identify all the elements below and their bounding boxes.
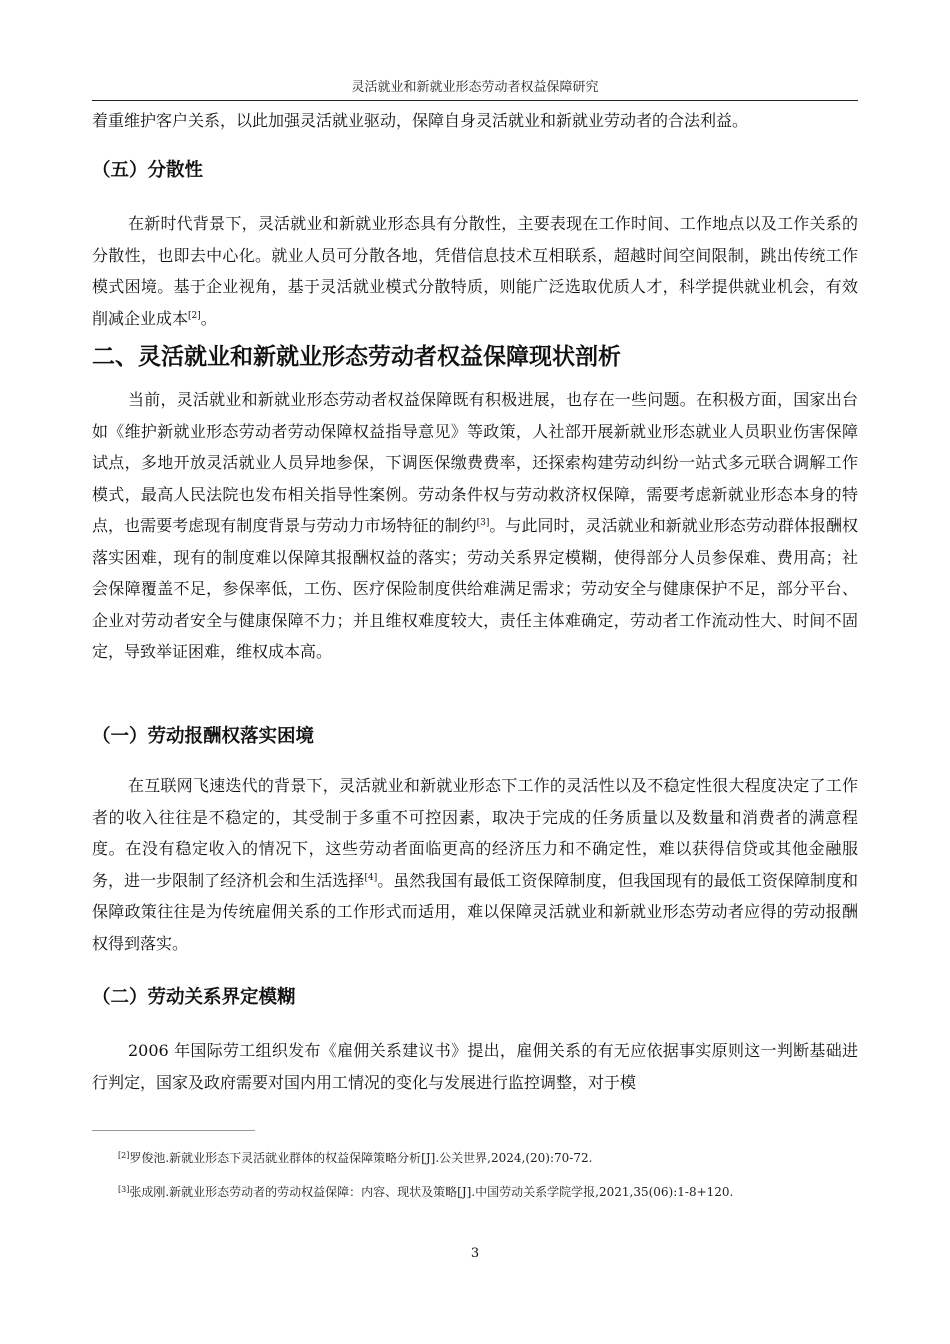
paragraph-remuneration: [92, 770, 858, 959]
header-rule: [92, 100, 858, 101]
paragraph-text: 在互联网飞速迭代的背景下，灵活就业和新就业形态下工作的灵活性以及不稳定性很大程度决定了工作者的收入往往是不稳定的，其受制于多重不可控因素，取决于完成的任务质量以及数量和消费者的满意程度。在没有稳定收入的情况下，这些劳动者面临更高的经济压力和不确定性，难以获得信贷或其他金融服务，进一步限制了经济机会和生活选择: [92, 776, 858, 890]
footnote: [118, 1183, 733, 1200]
footnote-ref: [2]: [118, 1151, 130, 1160]
paragraph-tail: 。: [200, 308, 217, 328]
footnote: [118, 1149, 592, 1166]
citation-ref[interactable]: [3]: [476, 518, 490, 528]
heading-dispersion: （五）分散性: [92, 160, 204, 181]
running-header: 灵活就业和新就业形态劳动者权益保障研究: [351, 80, 599, 95]
section-heading-2: 二、灵活就业和新就业形态劳动者权益保障现状剖析: [92, 344, 621, 370]
citation-ref[interactable]: [4]: [364, 872, 378, 883]
paragraph-dispersion: [92, 208, 858, 334]
paragraph-status: [92, 384, 858, 668]
paragraph-text: 在新时代背景下，灵活就业和新就业形态具有分散性，主要表现在工作时间、工作地点以及工作关系的分散性，也即去中心化。就业人员可分散各地，凭借信息技术互相联系，超越时间空间限制，跳出传统工作模式困境。基于企业视角，基于灵活就业模式分散特质，则能广泛选取优质人才，科学提供就业机会，有效削减企业成本: [92, 214, 858, 328]
paragraph-text: 当前，灵活就业和新就业形态劳动者权益保障既有积极进展，也存在一些问题。在积极方面，国家出台如《维护新就业形态劳动者劳动保障权益指导意见》等政策，人社部开展新就业形态就业人员职业伤害保障试点，多地开放灵活就业人员异地参保，下调医保缴费费率，还探索构建劳动纠纷一站式多元联合调解工作模式，最高人民法院也发布相关指导性案例。劳动条件权与劳动救济权保障，需要考虑新就业形态本身的特点，也需要考虑现有制度背景与劳动力市场特征的制约: [92, 390, 858, 535]
paragraph-continuation: 着重维护客户关系，以此加强灵活就业驱动，保障自身灵活就业和新就业劳动者的合法利益。: [92, 111, 749, 130]
citation-ref[interactable]: [2]: [188, 310, 201, 321]
paragraph-text: 。与此同时，灵活就业和新就业形态劳动群体报酬权落实困难，现有的制度难以保障其报酬权益的落实；劳动关系界定模糊，使得部分人员参保难、费用高；社会保障覆盖不足，参保率低，工伤、医疗保险制度供给难满足需求；劳动安全与健康保护不足，部分平台、企业对劳动者安全与健康保障不力；并且维权难度较大，责任主体难确定，劳动者工作流动性大、时间不固定，导致举证困难，维权成本高。: [92, 516, 858, 661]
heading-labor-relations: （二）劳动关系界定模糊: [92, 987, 296, 1008]
paragraph-text: 。虽然我国有最低工资保障制度，但我国现有的最低工资保障制度和保障政策往往是为传统雇佣关系的工作形式而适用，难以保障灵活就业和新就业形态劳动者应得的劳动报酬权得到落实。: [92, 870, 858, 953]
page-number: 3: [470, 1246, 480, 1261]
paragraph-labor-relations: 2006 年国际劳工组织发布《雇佣关系建议书》提出，雇佣关系的有无应依据事实原则这一判断基础进行判定，国家及政府需要对国内用工情况的变化与发展进行监控调整，对于模: [92, 1041, 858, 1092]
footnote-rule: [92, 1130, 255, 1131]
footnote-text: 罗俊池.新就业形态下灵活就业群体的权益保障策略分析[J].公关世界,2024,(20):70-72.: [129, 1151, 593, 1165]
footnote-text: 张成刚.新就业形态劳动者的劳动权益保障：内容、现状及策略[J].中国劳动关系学院学报,2021,35(06):1-8+120.: [129, 1185, 734, 1199]
footnote-ref: [3]: [118, 1185, 130, 1194]
heading-remuneration: （一）劳动报酬权落实困境: [92, 726, 315, 747]
